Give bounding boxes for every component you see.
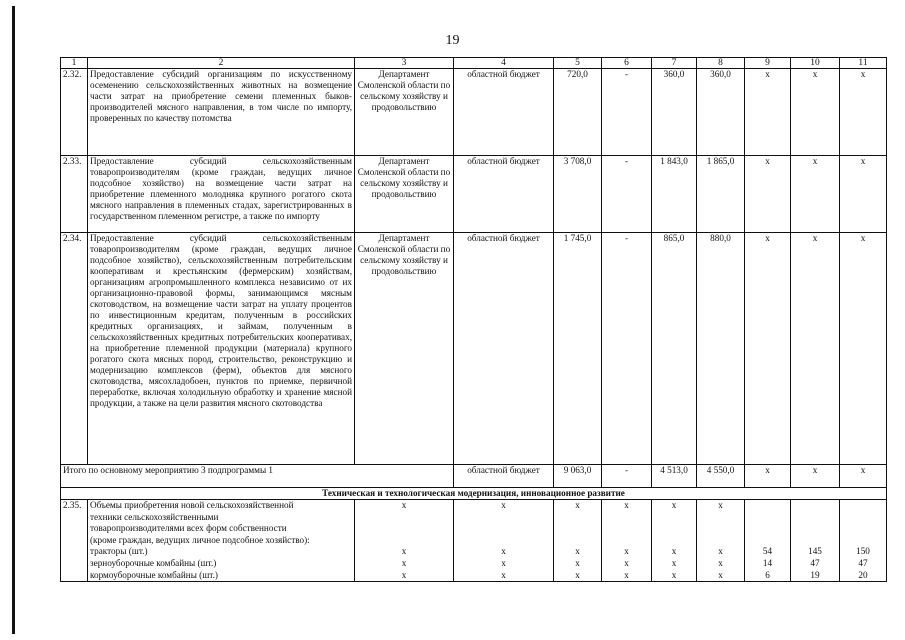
page-margin-bar — [12, 6, 15, 634]
cell-line: x — [624, 500, 629, 510]
table-row — [61, 156, 887, 233]
row-total: 720,0 — [554, 69, 602, 156]
cell-line: x — [401, 557, 407, 568]
subtotal-value: x — [840, 465, 887, 488]
row-value: x — [840, 156, 887, 233]
cell-line: x — [624, 546, 629, 557]
row-value: - — [602, 233, 652, 465]
cell-line: x — [501, 500, 506, 510]
row-number: 2.32. — [61, 69, 88, 156]
row-number: 2.33. — [61, 156, 88, 233]
row-value: x — [840, 233, 887, 465]
column-header: 1 — [61, 58, 88, 69]
row-total: 1 745,0 — [554, 233, 602, 465]
cell-line — [747, 500, 788, 512]
row-description: Предоставление субсидий сельскохозяйственным товаропроизводителям (кроме граждан, ведущих личное подсобное хозяйство), сельскохозяйственным потребительским кооперативам и крестьянским (фермерским) хозяйствам, организациям агропромышленного комплекса независимо от их организационно-правовой формы, занимающимся мясным скотоводством, на возмещение части затрат на уплату процентов по инвестиционным кредитам, полученным в российских кредитных организациях, и займам, полученным в сельскохозяйственных кредитных потребительских кооперативах, на приобретение племенной продукции (материала) крупного рогатого скота мясных пород, строительство, реконструкцию и модернизацию комплексов (ферм), объектов для мясного скотоводства, мясохладобоен, пунктов по приемке, первичной переработке, включая холодильную обработку и хранение мясной продукции, а также на цели развития мясного скотоводства — [88, 233, 355, 465]
table-row — [61, 500, 887, 582]
row-value: x — [791, 233, 840, 465]
cell-line — [842, 523, 884, 535]
cell-line: x — [501, 546, 506, 557]
cell-line — [699, 523, 742, 535]
row-value: - — [602, 156, 652, 233]
column-header: 8 — [697, 58, 745, 69]
row-value: x — [745, 233, 791, 465]
cell-line: 19 — [810, 569, 820, 580]
cell-line: 47 — [858, 557, 868, 568]
cell-line: x — [501, 569, 506, 580]
description-line: зерноуборочные комбайны (шт.) — [90, 557, 217, 568]
description-line: техники сельскохозяйственными — [90, 511, 219, 522]
row-value: x — [791, 156, 840, 233]
cell-line — [654, 512, 694, 524]
row-cell-6 — [602, 500, 652, 582]
cell-line: x — [624, 569, 629, 580]
description-line: кормоуборочные комбайны (шт.) — [90, 569, 218, 580]
cell-line: x — [671, 500, 677, 510]
table-row — [61, 233, 887, 465]
row-cell-11 — [840, 500, 887, 582]
cell-line — [699, 512, 742, 524]
row-value: x — [745, 156, 791, 233]
description-line: (кроме граждан, ведущих личное подсобное хозяйство): — [90, 534, 310, 545]
row-executor: Департамент Смоленской области по сельскому хозяйству и продовольствию — [355, 69, 454, 156]
cell-line: x — [718, 569, 723, 580]
row-value: x — [745, 69, 791, 156]
description-line: тракторы (шт.) — [90, 546, 148, 557]
cell-line: 14 — [762, 557, 773, 568]
cell-line — [699, 535, 742, 547]
cell-line — [793, 535, 837, 547]
budget-table — [60, 57, 887, 582]
cell-line — [604, 535, 649, 547]
description-line: товаропроизводителями всех форм собственности — [90, 523, 287, 534]
row-cell-9 — [745, 500, 791, 582]
subtotal-row — [61, 465, 887, 488]
cell-line: x — [575, 557, 580, 568]
cell-line — [456, 512, 551, 524]
row-value: 880,0 — [697, 233, 745, 465]
cell-line — [793, 512, 837, 524]
cell-line: 47 — [810, 557, 820, 568]
column-number-row — [61, 58, 887, 69]
cell-line — [747, 535, 788, 547]
cell-line — [556, 535, 599, 547]
cell-line: x — [624, 557, 629, 568]
row-value: x — [791, 69, 840, 156]
cell-line: x — [575, 569, 580, 580]
table-row — [61, 69, 887, 156]
cell-line: x — [575, 546, 580, 557]
cell-line — [654, 535, 694, 547]
cell-line: x — [401, 546, 407, 557]
cell-line — [357, 535, 451, 547]
column-header: 6 — [602, 58, 652, 69]
cell-line — [604, 512, 649, 524]
row-number: 2.35. — [61, 500, 88, 582]
cell-line: x — [718, 557, 723, 568]
row-total: 3 708,0 — [554, 156, 602, 233]
row-value: 1 865,0 — [697, 156, 745, 233]
row-value: 360,0 — [652, 69, 697, 156]
cell-line — [793, 500, 837, 512]
cell-line — [654, 523, 694, 535]
column-header: 9 — [745, 58, 791, 69]
description-line: Объемы приобретения новой сельскохозяйственной — [90, 500, 294, 510]
subtotal-value: x — [791, 465, 840, 488]
cell-line — [357, 523, 451, 535]
row-funding-source: областной бюджет — [454, 156, 554, 233]
cell-line: x — [575, 500, 580, 510]
cell-line: 150 — [856, 546, 870, 557]
row-value: 865,0 — [652, 233, 697, 465]
cell-line: x — [671, 557, 677, 568]
section-title: Техническая и технологическая модернизация, инновационное развитие — [61, 488, 887, 500]
column-header: 5 — [554, 58, 602, 69]
row-value: x — [840, 69, 887, 156]
column-header: 3 — [355, 58, 454, 69]
row-value: - — [602, 69, 652, 156]
cell-line: 54 — [762, 546, 773, 557]
row-description: Предоставление субсидий сельскохозяйственным товаропроизводителям (кроме граждан, ведущих личное подсобное хозяйство) на возмещение части затрат на приобретение племенного молодняка крупного рогатого скота мясного направления в племенных стадах, зарегистрированных в государственном племенном регистре, а также по импорту — [88, 156, 355, 233]
cell-line: x — [401, 569, 407, 580]
cell-line: 145 — [808, 546, 822, 557]
column-header: 2 — [88, 58, 355, 69]
column-header: 10 — [791, 58, 840, 69]
row-cell-8 — [697, 500, 745, 582]
cell-line — [456, 535, 551, 547]
cell-line — [556, 512, 599, 524]
cell-line: x — [718, 500, 723, 510]
row-executor: Департамент Смоленской области по сельскому хозяйству и продовольствию — [355, 156, 454, 233]
cell-line — [556, 523, 599, 535]
cell-line: 6 — [765, 569, 770, 580]
cell-line: x — [501, 557, 506, 568]
subtotal-value: x — [745, 465, 791, 488]
column-header: 11 — [840, 58, 887, 69]
row-value: 1 843,0 — [652, 156, 697, 233]
subtotal-value: 4 513,0 — [652, 465, 697, 488]
subtotal-total: 9 063,0 — [554, 465, 602, 488]
row-description: Предоставление субсидий организациям по искусственному осеменению сельскохозяйственных животных на возмещение части затрат на приобретение семени племенных быков-производителей мясного направления, в том числе по импорту, проверенных по качеству потомства — [88, 69, 355, 156]
cell-line — [842, 500, 884, 512]
cell-line — [604, 523, 649, 535]
row-cell-10 — [791, 500, 840, 582]
subtotal-label: Итого по основному мероприятию 3 подпрограммы 1 — [61, 465, 454, 488]
row-number: 2.34. — [61, 233, 88, 465]
page-number: 19 — [445, 33, 460, 48]
cell-line: x — [671, 569, 677, 580]
cell-line — [747, 523, 788, 535]
row-description — [88, 500, 355, 582]
column-header: 4 — [454, 58, 554, 69]
cell-line — [793, 523, 837, 535]
row-cell-4 — [454, 500, 554, 582]
cell-line — [747, 512, 788, 524]
row-funding-source: областной бюджет — [454, 233, 554, 465]
row-value: 360,0 — [697, 69, 745, 156]
cell-line: 20 — [858, 569, 868, 580]
row-cell-7 — [652, 500, 697, 582]
subtotal-value: 4 550,0 — [697, 465, 745, 488]
cell-line — [357, 512, 451, 524]
cell-line: x — [671, 546, 677, 557]
section-row — [61, 488, 887, 500]
row-cell-3 — [355, 500, 454, 582]
cell-line — [842, 535, 884, 547]
row-executor: Департамент Смоленской области по сельскому хозяйству и продовольствию — [355, 233, 454, 465]
row-funding-source: областной бюджет — [454, 69, 554, 156]
subtotal-funding-source: областной бюджет — [454, 465, 554, 488]
column-header: 7 — [652, 58, 697, 69]
cell-line: x — [718, 546, 723, 557]
subtotal-value: - — [602, 465, 652, 488]
row-cell-5 — [554, 500, 602, 582]
cell-line: x — [401, 500, 407, 510]
cell-line — [842, 512, 884, 524]
cell-line — [456, 523, 551, 535]
